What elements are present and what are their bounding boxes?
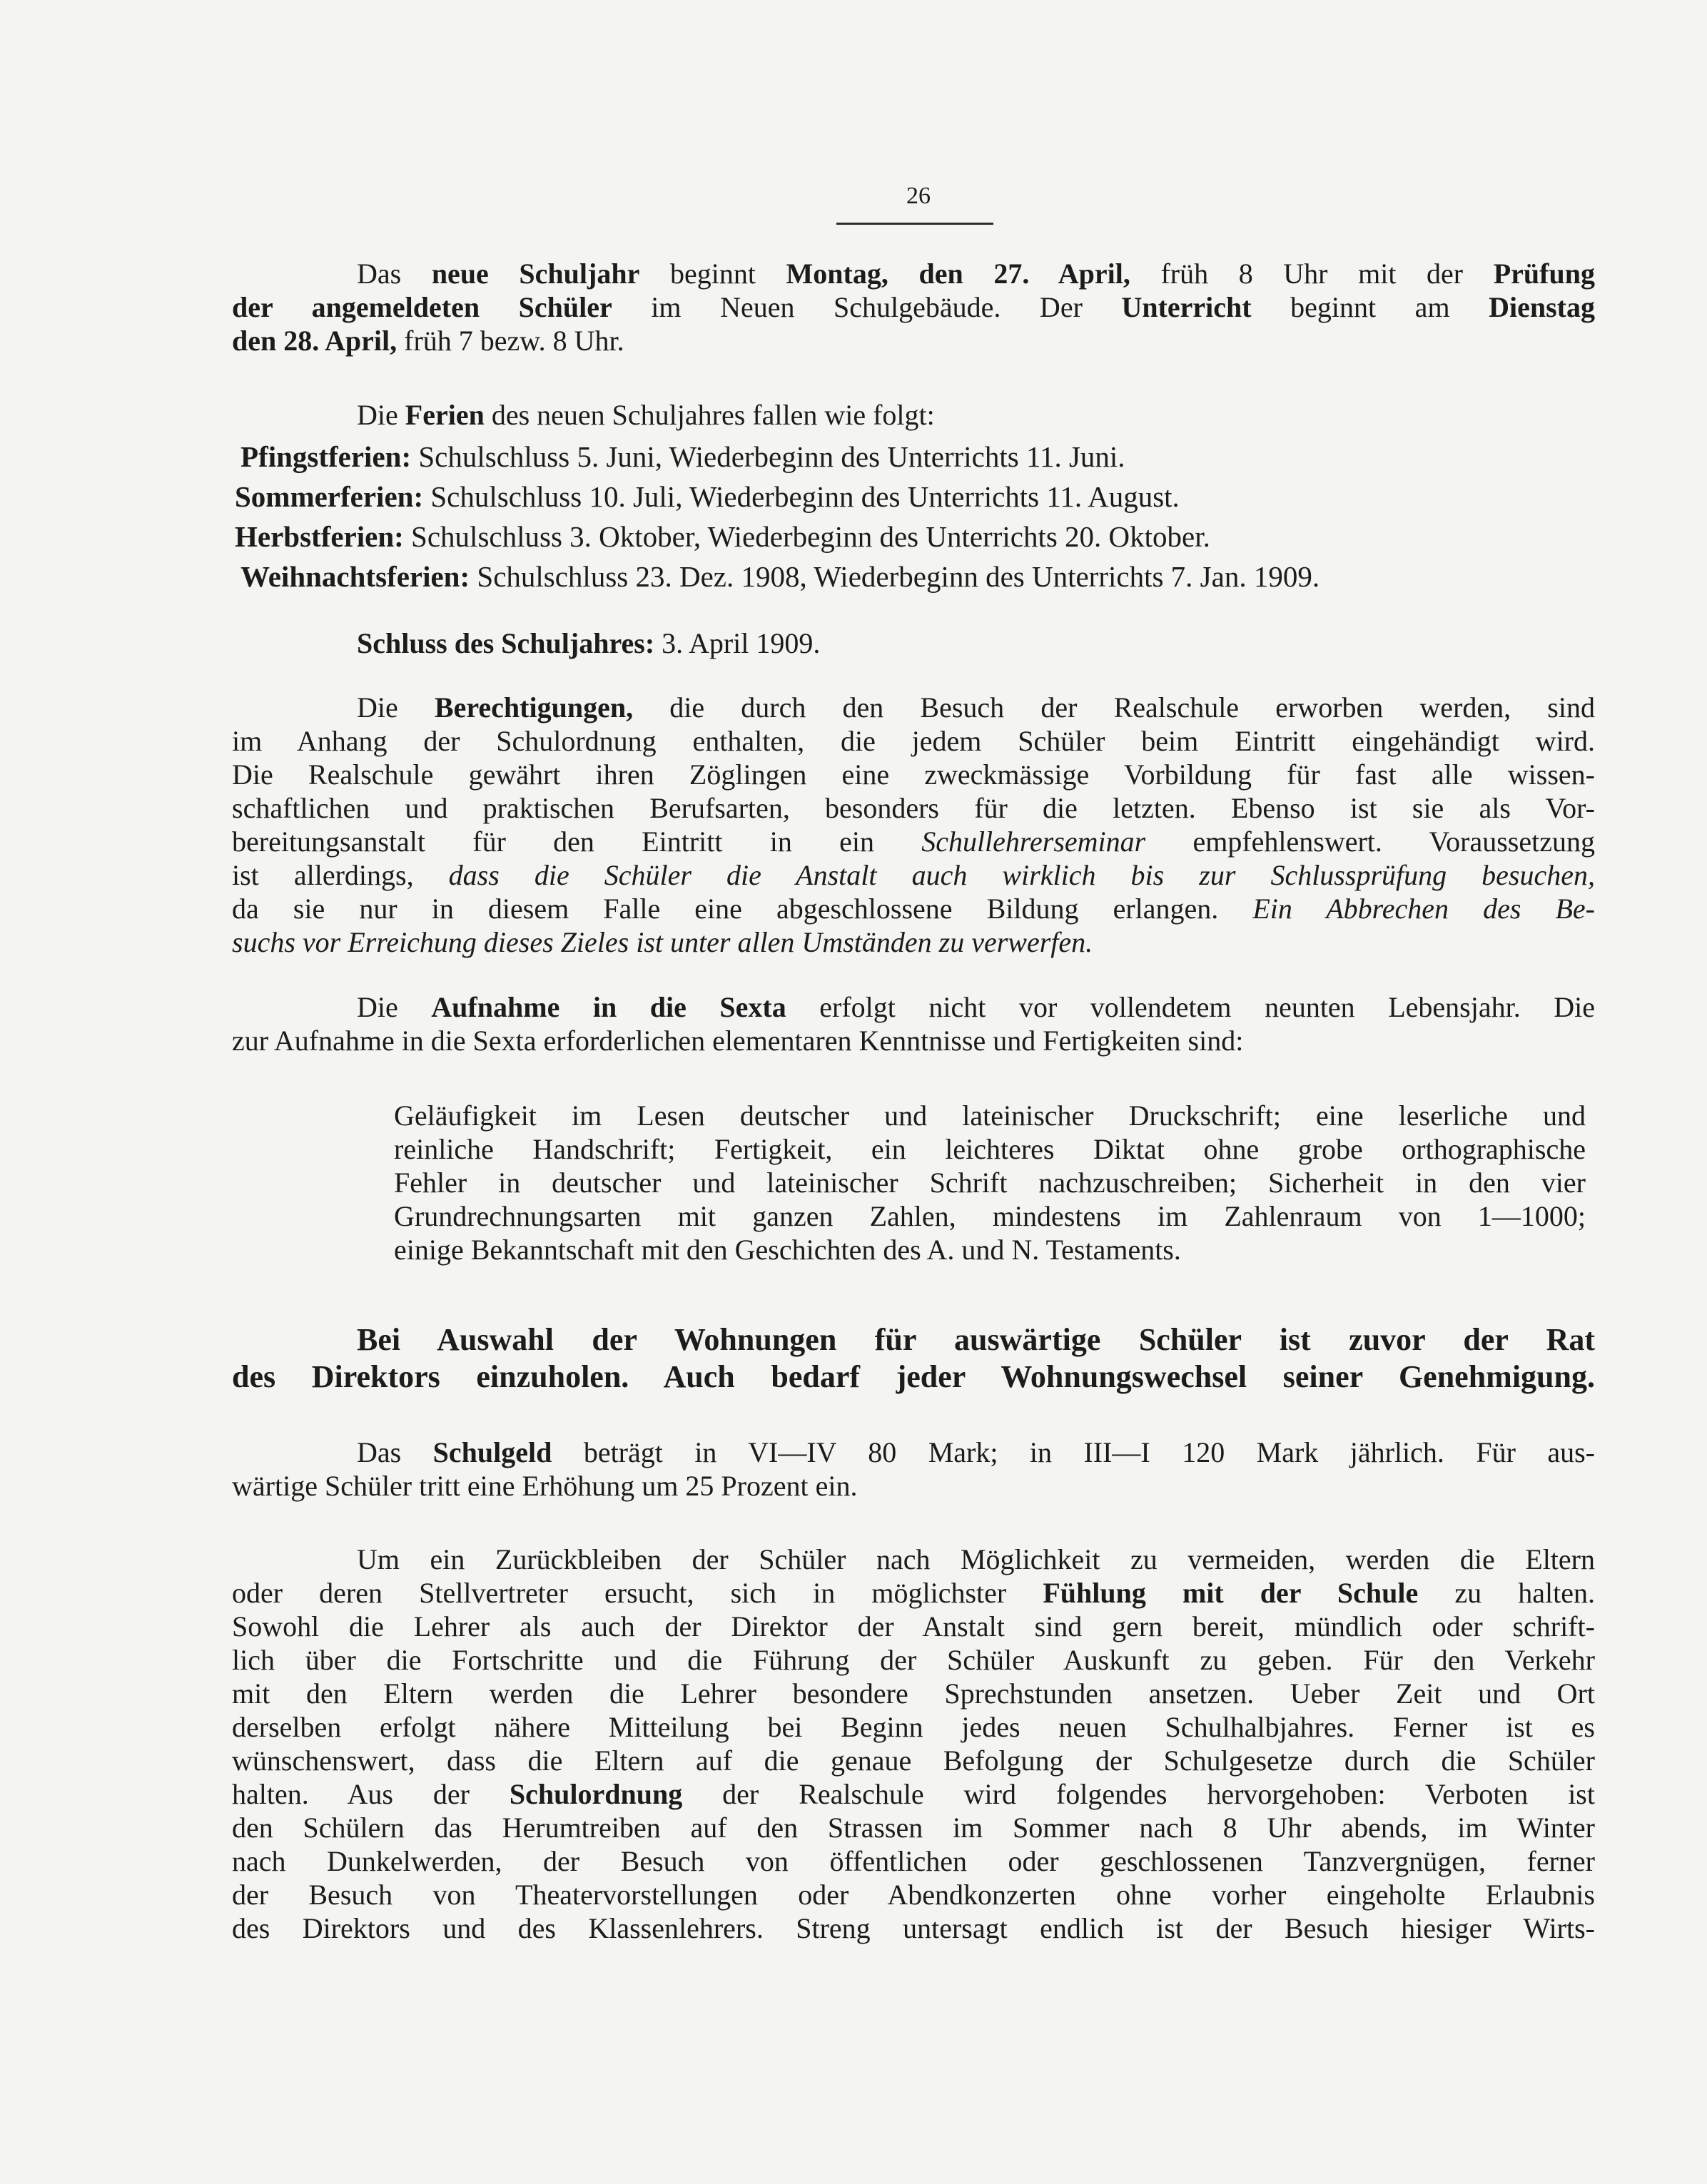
text: im Neuen Schulgebäude. Der (612, 291, 1122, 323)
text: oder deren Stellvertreter ersucht, sich in möglichster (232, 1577, 1043, 1609)
bold-text: Schulgeld (432, 1436, 552, 1468)
italic-text: Ein Abbrechen des Be- (1252, 893, 1595, 925)
italic-text: dass die Schüler die Anstalt auch wirklich bis zur Schlussprüfung besuchen, (448, 859, 1596, 891)
text-line: im Anhang der Schulordnung enthalten, die jedem Schüler beim Eintritt eingehändigt wird. (232, 725, 1595, 757)
text-line (232, 925, 1595, 959)
text: Schulschluss 5. Juni, Wiederbeginn des Unterrichts 11. Juni. (411, 440, 1125, 473)
text-line (232, 398, 1595, 432)
text-line: den Schülern das Herumtreiben auf den Strassen im Sommer nach 8 Uhr abends, im Winter (232, 1812, 1595, 1844)
text-line (232, 825, 1595, 858)
aufnahme-paragraph (232, 990, 1595, 1057)
text: ist allerdings, (232, 859, 449, 891)
text-line (232, 1576, 1595, 1610)
page-number: 26 (906, 183, 931, 209)
berechtigungen-paragraph (232, 691, 1595, 959)
intro-paragraph (232, 257, 1595, 357)
text-line: derselben erfolgt nähere Mitteilung bei Beginn jedes neuen Schulhalbjahres. Ferner ist es (232, 1711, 1595, 1743)
text: früh 7 bezw. 8 Uhr. (397, 325, 624, 357)
text: da sie nur in diesem Falle eine abgeschlossene Bildung erlangen. (232, 893, 1253, 925)
bold-text: Ferien (405, 399, 485, 431)
bold-text: Prüfung (1493, 258, 1595, 290)
text: Die (357, 399, 405, 431)
text: zu halten. (1418, 1577, 1595, 1609)
text: beginnt (639, 258, 786, 290)
text: empfehlenswert. Voraussetzung (1145, 826, 1595, 858)
text-line: einige Bekanntschaft mit den Geschichten des A. und N. Testaments. (394, 1234, 1181, 1266)
text-line: Bei Auswahl der Wohnungen für auswärtige Schüler ist zuvor der Rat (357, 1322, 1595, 1357)
text-line (232, 1436, 1595, 1469)
aufnahme-requirements (394, 1099, 1586, 1266)
text-line: wünschenswert, dass die Eltern auf die genaue Befolgung der Schulgesetze durch die Schüler (232, 1744, 1595, 1777)
text-line (232, 858, 1595, 892)
text-line: Grundrechnungsarten mit ganzen Zahlen, mindestens im Zahlenraum von 1—1000; (394, 1200, 1586, 1232)
text-line: des Direktors einzuholen. Auch bedarf jeder Wohnungswechsel seiner Genehmigung. (232, 1359, 1595, 1394)
text-line: Um ein Zurückbleiben der Schüler nach Möglichkeit zu vermeiden, werden die Eltern (357, 1543, 1595, 1575)
text: beträgt in VI—IV 80 Mark; in III—I 120 Mark jährlich. Für aus- (552, 1436, 1595, 1468)
text-line (232, 324, 1595, 357)
text: Schulschluss 10. Juli, Wiederbeginn des Unterrichts 11. August. (423, 480, 1180, 513)
text: Schulschluss 23. Dez. 1908, Wiederbeginn des Unterrichts 7. Jan. 1909. (470, 560, 1320, 593)
text-line: lich über die Fortschritte und die Führung der Schüler Auskunft zu geben. Für den Verkehr (232, 1644, 1595, 1676)
text-line (232, 990, 1595, 1024)
bold-text: Dienstag (1489, 291, 1595, 323)
text-line: zur Aufnahme in die Sexta erforderlichen elementaren Kenntnisse und Fertigkeiten sind: (232, 1025, 1244, 1057)
text: des neuen Schuljahres fallen wie folgt: (484, 399, 935, 431)
text-line (232, 892, 1595, 925)
text: Das (357, 258, 432, 290)
text: Schulschluss 3. Oktober, Wiederbeginn des Unterrichts 20. Oktober. (403, 520, 1210, 553)
text-line: reinliche Handschrift; Fertigkeit, ein leichteres Diktat ohne grobe orthographische (394, 1133, 1586, 1165)
text-line: mit den Eltern werden die Lehrer besondere Sprechstunden ansetzen. Ueber Zeit und Ort (232, 1677, 1595, 1710)
bold-text: neue Schuljahr (431, 258, 640, 290)
text-line (232, 691, 1595, 724)
italic-text: suchs vor Erreichung dieses Zieles ist unter allen Umständen zu verwerfen. (232, 926, 1093, 958)
text: erfolgt nicht vor vollendetem neunten Lebensjahr. Die (786, 991, 1596, 1023)
ferien-intro (232, 398, 1595, 432)
text: Das (357, 1436, 433, 1468)
text-line: Die Realschule gewährt ihren Zöglingen eine zweckmässige Vorbildung für fast alle wissen- (232, 758, 1595, 791)
text-line (232, 626, 1595, 660)
ferien-item (232, 440, 1595, 480)
text-line: wärtige Schüler tritt eine Erhöhung um 25 Prozent ein. (232, 1470, 858, 1502)
page-number-rule (836, 223, 993, 225)
text-line: schaftlichen und praktischen Berufsarten, besonders für die letzten. Ebenso ist sie als Vor- (232, 792, 1595, 824)
bold-text: der angemeldeten Schüler (232, 291, 612, 323)
schluss-line (232, 626, 1595, 660)
text-line: des Direktors und des Klassenlehrers. Streng untersagt endlich ist der Besuch hiesiger Wirts- (232, 1912, 1595, 1944)
text: bereitungsanstalt für den Eintritt in ein (232, 826, 922, 858)
ferien-item (232, 480, 1595, 520)
text-line: Geläufigkeit im Lesen deutscher und lateinischer Druckschrift; eine leserliche und (394, 1099, 1586, 1132)
text-line: nach Dunkelwerden, der Besuch von öffentlichen oder geschlossenen Tanzvergnügen, ferner (232, 1845, 1595, 1877)
text: 3. April 1909. (654, 627, 821, 659)
bold-text: Fühlung mit der Schule (1043, 1577, 1419, 1609)
ferien-item (232, 560, 1595, 600)
ferien-label: Weihnachtsferien: (240, 560, 470, 593)
text-line: Sowohl die Lehrer als auch der Direktor der Anstalt sind gern bereit, mündlich oder schrift- (232, 1610, 1595, 1642)
bold-text: Aufnahme in die Sexta (431, 991, 786, 1023)
bold-text: Berechtigungen, (434, 691, 634, 723)
ferien-label: Sommerferien: (235, 480, 424, 513)
text-line: Fehler in deutscher und lateinischer Schrift nachzuschreiben; Sicherheit in den vier (394, 1167, 1586, 1199)
text: der Realschule wird folgendes hervorgehoben: Verboten ist (682, 1778, 1595, 1810)
text: Die (357, 991, 432, 1023)
text-line: der Besuch von Theatervorstellungen oder Abendkonzerten ohne vorher eingeholte Erlaubnis (232, 1879, 1595, 1911)
text: die durch den Besuch der Realschule erworben werden, sind (633, 691, 1595, 723)
bold-text: Schulordnung (509, 1778, 683, 1810)
text: halten. Aus der (232, 1778, 510, 1810)
text: beginnt am (1251, 291, 1489, 323)
text-line (232, 257, 1595, 290)
ferien-list (232, 440, 1595, 600)
ferien-label: Pfingstferien: (240, 440, 412, 473)
text-line (232, 1777, 1595, 1811)
bold-text: Schluss des Schuljahres: (357, 627, 655, 659)
bold-text: den 28. April, (232, 325, 397, 357)
text-line (232, 290, 1595, 324)
text: Die (357, 691, 435, 723)
wohnungen-notice (232, 1321, 1595, 1396)
ferien-item (232, 520, 1595, 560)
eltern-paragraph (232, 1543, 1595, 1945)
ferien-label: Herbstferien: (235, 520, 404, 553)
text: früh 8 Uhr mit der (1130, 258, 1494, 290)
bold-text: Unterricht (1121, 291, 1252, 323)
italic-text: Schullehrerseminar (921, 826, 1146, 858)
bold-text: Montag, den 27. April, (786, 258, 1130, 290)
schulgeld-paragraph (232, 1436, 1595, 1503)
